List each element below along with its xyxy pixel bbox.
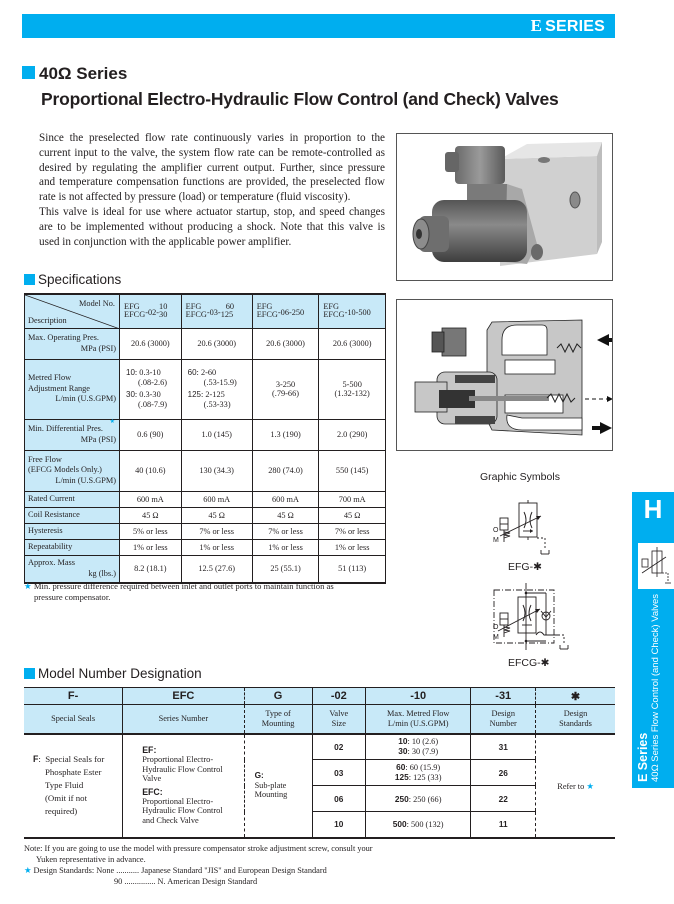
- option-text: Sub-plate: [254, 780, 287, 790]
- model-bottom: EFCG: [124, 310, 146, 320]
- spec-value: 0.6 (90): [120, 419, 182, 450]
- intro-paragraph-2: This valve is ideal for use where actuator startup, stop, and speed changes are to be implemented without producing a shock. Note that this valve is used in conjunction with the applicable power amplifier.: [39, 205, 385, 248]
- spec-value: 45 Ω: [181, 507, 252, 523]
- spec-header-row: [25, 294, 386, 328]
- flow-gpm: (.53-15.9): [203, 378, 237, 387]
- code-special-seals: F-: [24, 688, 123, 705]
- model-bottom: EFCG: [323, 310, 345, 320]
- spec-row-min-diff-pres: [25, 419, 386, 450]
- label-unit: L/min (U.S.GPM): [55, 394, 116, 404]
- mounting-cell: [244, 734, 312, 838]
- code-max-flow: -10: [365, 688, 470, 705]
- spec-value: 25 (55.1): [252, 555, 319, 583]
- model-mid: -06-250: [277, 308, 305, 318]
- spec-row-coil-resistance: [25, 507, 386, 523]
- model-col-03: [181, 294, 252, 328]
- refer-to-text: Refer to: [557, 781, 585, 791]
- model-top: EFG: [124, 302, 140, 312]
- flow-key: 250: [394, 793, 409, 804]
- efcg-graphic-symbol: [490, 583, 570, 653]
- flow-gpm: (.53-33): [203, 400, 231, 409]
- label-unit: MPa (PSI): [80, 343, 116, 353]
- label-line: Adjustment Range: [28, 383, 90, 393]
- code-design-number: -31: [471, 688, 536, 705]
- code-row: [24, 688, 615, 705]
- header-text: Design: [563, 709, 588, 719]
- model-sup: 60: [225, 302, 234, 312]
- spec-label: Rated Current: [25, 491, 120, 507]
- efg-graphic-symbol: [493, 500, 563, 558]
- header-text: Size: [331, 718, 346, 728]
- spec-label: [25, 419, 120, 450]
- star-icon: ★: [109, 418, 115, 425]
- spec-value: 700 mA: [319, 491, 386, 507]
- note-line: Note: If you are going to use the model with pressure compensator stroke adjustment screw, consult your: [24, 844, 373, 853]
- spec-value: 7% or less: [252, 523, 319, 539]
- design-standard-90: 90 ............... N. American Design Standard: [114, 877, 258, 886]
- spec-value: 10: 0.3-10 (.08-2.6) 30: 0.3-30 (.08-7.9): [120, 359, 182, 419]
- specifications-heading-text: Specifications: [38, 272, 122, 287]
- spec-value: 1% or less: [181, 539, 252, 555]
- valve-cross-section-illustration: [397, 300, 613, 451]
- label-line: Approx. Mass: [28, 558, 76, 568]
- spec-label: [25, 359, 120, 419]
- flow-key: 60: [396, 762, 406, 772]
- design-standards-cell: [536, 734, 615, 838]
- spec-value: 7% or less: [319, 523, 386, 539]
- spec-value: 5% or less: [120, 523, 182, 539]
- header-design-number: [471, 705, 536, 734]
- spec-value: 45 Ω: [319, 507, 386, 523]
- option-text: Phosphate Ester: [45, 767, 102, 777]
- design-number: 11: [471, 812, 536, 838]
- spec-value: 45 Ω: [120, 507, 182, 523]
- spec-row-hysteresis: [25, 523, 386, 539]
- footnote-text: Min. pressure difference required between inlet and outlet ports to maintain function as: [33, 581, 334, 591]
- efcg-symbol-label: EFCG-✱: [508, 657, 550, 669]
- valve-photo-illustration: [397, 134, 613, 281]
- spec-value: 600 mA: [120, 491, 182, 507]
- design-number: 26: [471, 760, 536, 786]
- description-label: Description: [28, 315, 67, 325]
- intro-text: [39, 131, 385, 249]
- header-special-seals: [24, 705, 123, 734]
- flow-value: 250 (66): [413, 794, 442, 804]
- m-label: M: [493, 537, 499, 544]
- outlet-arrow-icon: [600, 422, 612, 434]
- m-label: M: [493, 634, 499, 641]
- side-tab-description: 40Ω Series Flow Control (and Check) Valves: [650, 593, 661, 782]
- spec-row-max-pres: [25, 328, 386, 359]
- spec-value: 7% or less: [181, 523, 252, 539]
- option-text: Hydraulic Flow Control: [142, 764, 223, 774]
- footnote-text-cont: pressure compensator.: [34, 592, 111, 602]
- notes-section: [24, 843, 373, 887]
- model-bottom: EFCG: [185, 310, 207, 320]
- label-unit: kg (lbs.): [88, 568, 116, 578]
- flow-gpm: (1.32-132): [334, 389, 370, 398]
- intro-paragraph-1: Since the preselected flow rate continuously varies in proportion to the current input to the valve, the system flow rate can be remote-controlled as desired by regulating the amplifier current output. Further, since pressure and temperature compensation functions are provided, the preselected flow rate is not affected by pressure (load) or temperature (fluid viscosity).: [39, 132, 385, 204]
- header-text: Design: [491, 709, 515, 719]
- spec-row-metred-flow: [25, 359, 386, 419]
- code-series: EFC: [123, 688, 244, 705]
- product-title: Proportional Electro-Hydraulic Flow Control (and Check) Valves: [41, 89, 559, 109]
- model-top: EFG: [256, 302, 273, 312]
- ef-key: EF: [142, 744, 154, 755]
- spec-value: 40 (10.6): [120, 450, 182, 491]
- star-icon: ★: [24, 581, 32, 591]
- flow-value: 500 (132): [411, 820, 444, 830]
- spec-label: [25, 555, 120, 583]
- model-col-10: [319, 294, 386, 328]
- option-text: Hydraulic Flow Control: [142, 806, 223, 816]
- model-bottom: EFCG: [256, 310, 278, 320]
- valve-size: 06: [312, 786, 365, 812]
- spec-row-repeatability: [25, 539, 386, 555]
- spec-label: Hysteresis: [25, 523, 120, 539]
- banner-text: [531, 16, 605, 36]
- option-text: Proportional Electro-: [142, 796, 214, 806]
- max-flow: 10: 10 (2.6) 30: 30 (7.9): [365, 734, 470, 760]
- side-tab-series: E Series: [636, 732, 650, 782]
- max-flow: 60: 60 (15.9) 125: 125 (33): [365, 760, 470, 786]
- header-design-standards: [536, 705, 615, 734]
- side-tab-label: [636, 592, 661, 782]
- spec-value: 600 mA: [252, 491, 319, 507]
- spec-value: 12.5 (27.6): [181, 555, 252, 583]
- specifications-table: [24, 293, 386, 584]
- max-flow: 500: 500 (132): [365, 812, 470, 838]
- header-text: Series Number: [158, 714, 209, 723]
- spec-value: 1% or less: [319, 539, 386, 555]
- flow-value: 30 (7.9): [411, 746, 439, 756]
- header-text: L/min (U.S.GPM): [387, 718, 449, 728]
- spec-footnote: [24, 581, 386, 603]
- option-text: (Omit if not: [45, 793, 88, 803]
- section-letter: H: [643, 494, 663, 524]
- model-designation-table: [24, 687, 615, 839]
- series-title-text: 40Ω Series: [39, 64, 128, 83]
- spec-value: 1% or less: [120, 539, 182, 555]
- series-banner: [22, 14, 615, 38]
- inlet-arrow-icon: [597, 334, 609, 346]
- section-side-tab[interactable]: [632, 492, 674, 788]
- flow-key: 10: [398, 736, 408, 747]
- flow-key: 125: [394, 771, 409, 782]
- note-line: Yuken representative in advance.: [36, 855, 146, 864]
- flow-gpm: (.79-66): [272, 389, 299, 398]
- flow-key: 125: [187, 390, 201, 399]
- flow-range: 0.3-10: [139, 368, 161, 377]
- header-text: Max. Metred Flow: [386, 709, 450, 719]
- label-line: (EFCG Models Only.): [28, 465, 102, 475]
- model-col-06: [252, 294, 319, 328]
- design-number: 31: [471, 734, 536, 760]
- header-series: [123, 705, 244, 734]
- series-cell: [123, 734, 244, 838]
- header-text: Mounting: [261, 718, 295, 728]
- designation-row: [24, 734, 615, 760]
- cross-section-drawing: [396, 299, 613, 451]
- design-number: 22: [471, 786, 536, 812]
- design-standard-none: None ........... Japanese Standard "JIS" and European Design Standard: [96, 866, 327, 875]
- bullet-square-icon: [24, 668, 35, 679]
- spec-value: 600 mA: [181, 491, 252, 507]
- flow-key: 60: [187, 368, 197, 377]
- header-text: Special Seals: [51, 714, 96, 723]
- spec-value: 20.6 (3000): [120, 328, 182, 359]
- header-text: Valve: [329, 709, 349, 719]
- option-text: and Check Valve: [142, 815, 199, 825]
- option-text: Special Seals for: [45, 754, 105, 764]
- model-mid: -03-: [206, 308, 221, 318]
- spec-row-mass: [25, 555, 386, 583]
- model-top: EFG: [185, 302, 202, 312]
- flow-value: 125 (33): [413, 772, 442, 782]
- flow-range: 2-125: [205, 390, 225, 399]
- banner-label: SERIES: [545, 18, 605, 35]
- option-key: F: [33, 754, 39, 764]
- option-text: Proportional Electro-: [142, 755, 214, 765]
- model-sup: 10: [159, 302, 168, 312]
- flow-control-symbol-icon: [638, 543, 674, 589]
- spec-label: [25, 450, 120, 491]
- series-title: [22, 64, 127, 84]
- model-col-02: [120, 294, 182, 328]
- g-key: G: [254, 770, 262, 781]
- valve-size: 10: [312, 812, 365, 838]
- flow-range: 5-500: [342, 380, 362, 389]
- flow-range: 2-60: [200, 368, 217, 377]
- flow-key: 10: [126, 368, 135, 377]
- spec-label: [25, 328, 120, 359]
- label-unit: MPa (PSI): [80, 434, 116, 444]
- flow-gpm: (.08-7.9): [138, 400, 168, 409]
- star-icon: ★: [586, 781, 594, 791]
- model-sub: 125: [220, 310, 234, 320]
- bullet-square-icon: [24, 274, 35, 285]
- spec-value: 1.0 (145): [181, 419, 252, 450]
- flow-value: 60 (15.9): [409, 763, 441, 772]
- header-mounting: [244, 705, 312, 734]
- product-photo: [396, 133, 613, 281]
- spec-value: [319, 359, 386, 419]
- spec-label: Repeatability: [25, 539, 120, 555]
- header-row: [24, 705, 615, 734]
- max-flow: 250: 250 (66): [365, 786, 470, 812]
- model-mid: -02-: [145, 308, 160, 318]
- option-text: Valve: [142, 774, 162, 784]
- model-mid: -10-500: [344, 308, 371, 318]
- option-text: required): [45, 806, 78, 816]
- valve-size: 02: [312, 734, 365, 760]
- spec-value: 280 (74.0): [252, 450, 319, 491]
- spec-value: 51 (113): [319, 555, 386, 583]
- code-mounting: G: [244, 688, 312, 705]
- spec-value: 20.6 (3000): [181, 328, 252, 359]
- option-key: G:: [254, 770, 264, 781]
- spec-value: 60: 2-60 (.53-15.9) 125: 2-125 (.53-33): [181, 359, 252, 419]
- spec-value: 20.6 (3000): [319, 328, 386, 359]
- label-line: Min. Differential Pres.: [28, 424, 103, 433]
- flow-gpm: (.08-2.6): [138, 378, 168, 387]
- spec-value: [252, 359, 319, 419]
- efg-symbol-label: EFG-✱: [508, 561, 542, 573]
- bullet-square-icon: [22, 66, 35, 79]
- spec-corner-cell: [25, 294, 120, 328]
- code-design-standards: ✱: [536, 688, 615, 705]
- spec-value: 1% or less: [252, 539, 319, 555]
- label-line: Free Flow: [28, 454, 62, 464]
- spec-value: 8.2 (18.1): [120, 555, 182, 583]
- header-text: Type of: [265, 709, 291, 719]
- e-series-logo: E: [530, 16, 543, 35]
- model-sub: 30: [159, 310, 168, 320]
- flow-key: 30: [126, 390, 135, 399]
- label-unit: L/min (U.S.GPM): [55, 475, 116, 485]
- spec-row-rated-current: [25, 491, 386, 507]
- spec-value: 130 (34.3): [181, 450, 252, 491]
- spec-value: 1.3 (190): [252, 419, 319, 450]
- model-designation-heading: [24, 666, 202, 681]
- header-text: Number: [489, 718, 517, 728]
- option-text: Mounting: [254, 790, 288, 800]
- spec-value: 2.0 (290): [319, 419, 386, 450]
- efc-key: EFC: [142, 786, 160, 797]
- flow-value: 10 (2.6): [411, 737, 439, 747]
- flow-range: 0.3-30: [139, 390, 161, 399]
- header-text: Standards: [559, 718, 592, 728]
- model-designation-heading-text: Model Number Designation: [38, 666, 202, 681]
- model-top: EFG: [323, 302, 340, 312]
- specifications-heading: [24, 272, 121, 287]
- option-key: EF:: [142, 744, 157, 755]
- special-seals-cell: F: Special Seals for Phosphate Ester Type Fluid (Omit if not required): [24, 734, 123, 838]
- flow-range: 3-250: [275, 380, 296, 389]
- star-icon: ★: [24, 866, 32, 875]
- graphic-symbols-title: Graphic Symbols: [480, 471, 560, 483]
- spec-value: 20.6 (3000): [252, 328, 319, 359]
- flow-key: 500: [392, 819, 407, 830]
- label-line: Max. Operating Pres.: [28, 333, 99, 342]
- spec-value: 45 Ω: [252, 507, 319, 523]
- spec-value: 550 (145): [319, 450, 386, 491]
- spec-label: Coil Resistance: [25, 507, 120, 523]
- flow-key: 30: [398, 745, 408, 756]
- label-line: Metred Flow: [28, 373, 72, 383]
- header-valve-size: [312, 705, 365, 734]
- header-max-flow: [365, 705, 470, 734]
- valve-size: 03: [312, 760, 365, 786]
- design-standards-label: Design Standards:: [33, 866, 95, 875]
- spec-row-free-flow: [25, 450, 386, 491]
- model-no-label: Model No.: [79, 299, 115, 308]
- o-label: O: [493, 527, 499, 534]
- o-label: O: [493, 624, 499, 631]
- code-valve-size: -02: [312, 688, 365, 705]
- option-key: EFC:: [142, 786, 163, 797]
- option-text: Type Fluid: [45, 780, 84, 790]
